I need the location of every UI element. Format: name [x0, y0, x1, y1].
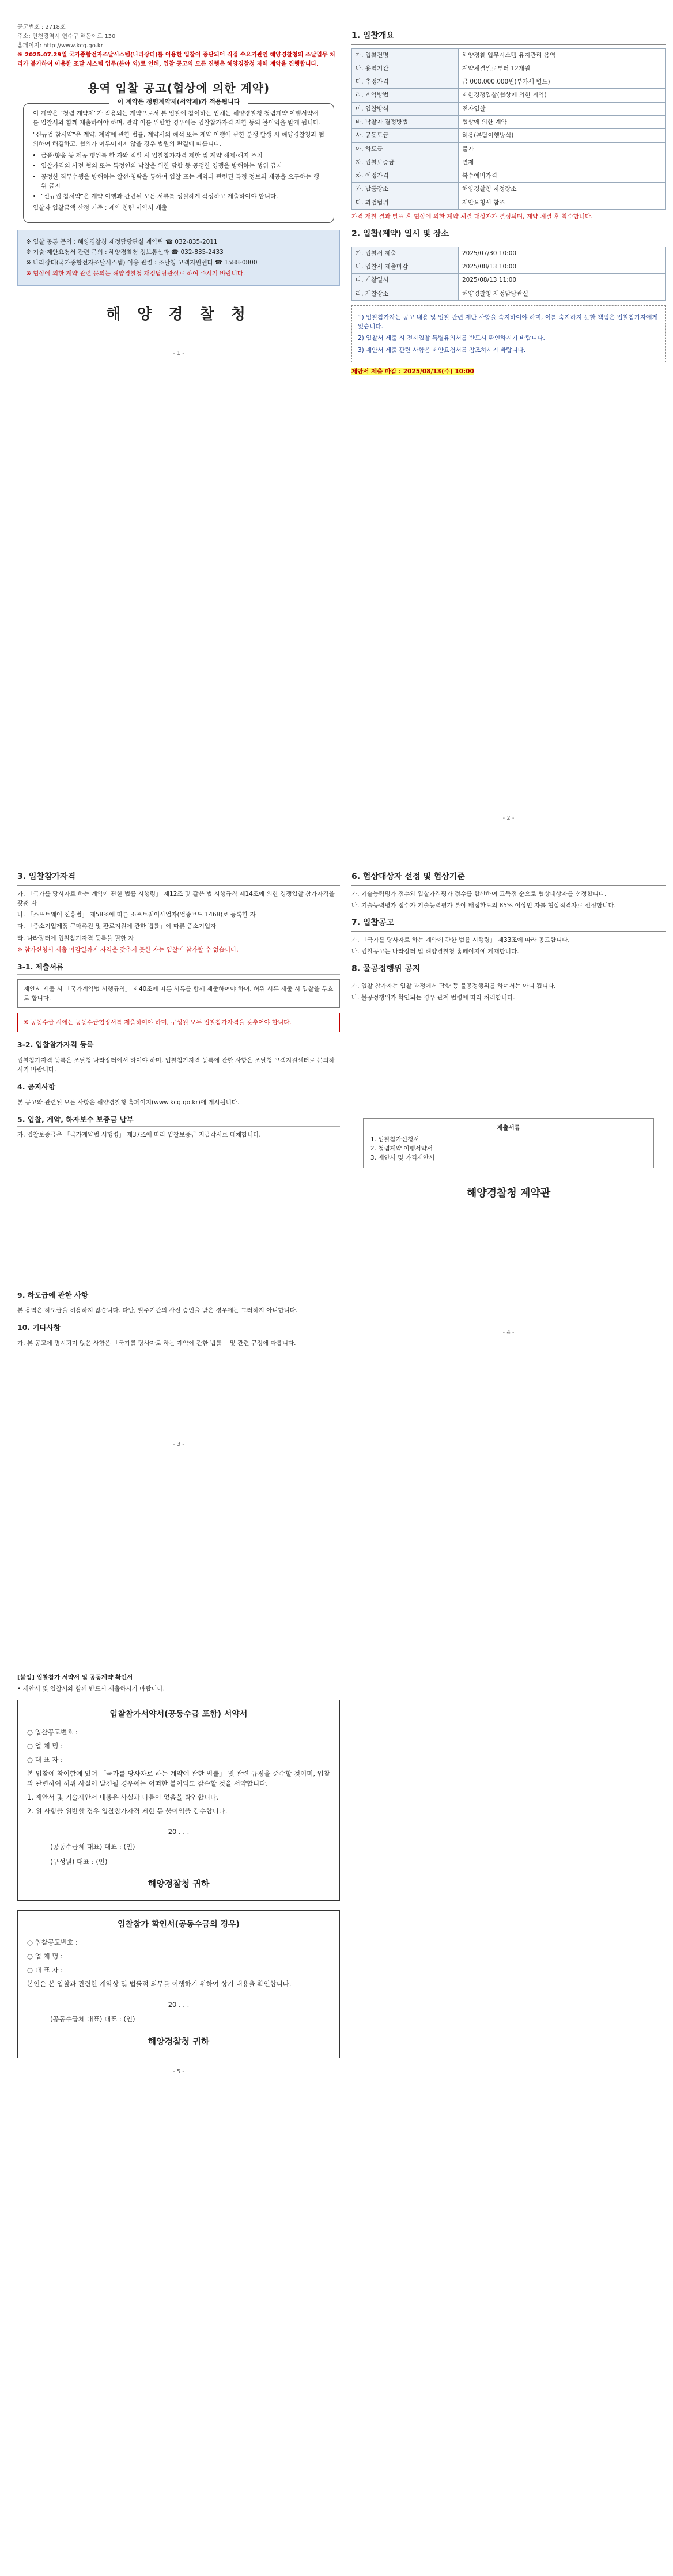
row-value: 허용(분담이행방식) — [458, 129, 665, 142]
form-date: 20 . . . — [168, 1827, 190, 1836]
form-date: 20 . . . — [168, 2000, 190, 2009]
page-number: - 2 - — [502, 815, 515, 822]
schedule-table — [351, 247, 666, 301]
section-5-title: 5. 입찰, 계약, 하자보수 보증금 납부 — [17, 1114, 340, 1127]
announcement-item: 나. 입찰공고는 나라장터 및 해양경찰청 홈페이지에 게재합니다. — [351, 948, 519, 956]
fairness-item: 나. 불공정행위가 확인되는 경우 관계 법령에 따라 처리합니다. — [351, 994, 515, 1002]
row-value: 복수예비가격 — [458, 169, 665, 183]
table-row — [352, 247, 666, 260]
row-value: 2025/08/13 11:00 — [458, 274, 665, 287]
row-key: 라. 개찰장소 — [352, 287, 459, 300]
page-number: - 4 - — [502, 1329, 515, 1336]
section-10-title: 10. 기타사항 — [17, 1322, 340, 1335]
row-key: 라. 계약방법 — [352, 89, 459, 102]
issuing-organization: 해 양 경 찰 청 — [106, 305, 251, 323]
form-recipient: 해양경찰청 귀하 — [148, 1878, 210, 1889]
required-document: 3. 제안서 및 가격제안서 — [370, 1154, 435, 1162]
row-key: 아. 하도급 — [352, 142, 459, 156]
table-row — [352, 169, 666, 183]
eligibility-item: 라. 나라장터에 입찰참가자격 등록을 필한 자 — [17, 934, 134, 942]
row-value: 계약체결일로부터 12개월 — [458, 62, 665, 75]
form-field: ○ 대 표 자 : — [27, 1965, 63, 1974]
row-value: 해양경찰청 지정장소 — [458, 183, 665, 196]
row-key: 다. 개찰일시 — [352, 274, 459, 287]
row-key: 카. 납품장소 — [352, 183, 459, 196]
section-6-title: 6. 협상대상자 선정 및 협상기준 — [351, 871, 666, 886]
notice-paragraph: "신규업 참서약"은 계약, 계약에 관한 법률, 계약서의 해석 또는 계약 이행에 관한 분쟁 발생 시 해양경찰청과 협의하여 해결하고, 협의가 이루어지지 않을 경우 법원의 판결에 따릅니다. — [33, 131, 324, 147]
notice-item: • "신규업 참서약"은 계약 이행과 관련된 모든 서류를 성실하게 작성하고 제출하여야 합니다. — [41, 192, 324, 201]
page-1 — [17, 23, 340, 358]
table-row — [352, 196, 666, 209]
meta-line: 홈페이지: http://www.kcg.go.kr — [17, 43, 103, 49]
selection-text: 나. 기술능력평가 점수가 기술능력평가 분야 배점한도의 85% 이상인 자를 협상적격자로 선정합니다. — [351, 901, 616, 909]
table-row — [352, 116, 666, 129]
eligibility-item: 다. 「중소기업제품 구매촉진 및 판로지원에 관한 법률」에 따른 중소기업자 — [17, 923, 217, 930]
schedule-note: 3) 제안서 제출 관련 사항은 제안요청서를 참조하시기 바랍니다. — [358, 346, 526, 354]
form-field: ○ 업 체 명 : — [27, 1952, 63, 1961]
form-body: 본인은 본 입찰과 관련한 계약상 및 법률적 의무를 이행하기 위하여 상기 내용을 확인합니다. — [27, 1979, 292, 1988]
section-3-title: 3. 입찰참가자격 — [17, 871, 340, 886]
row-value: 해양경찰 업무시스템 유지관리 용역 — [458, 48, 665, 62]
form-field: ○ 대 표 자 : — [27, 1755, 63, 1764]
integrity-notice-box — [23, 98, 334, 223]
row-value: 제한경쟁입찰(협상에 의한 계약) — [458, 89, 665, 102]
section-3-1-title: 3-1. 제출서류 — [17, 961, 340, 974]
row-key: 차. 예정가격 — [352, 169, 459, 183]
schedule-note: 1) 입찰참가자는 공고 내용 및 입찰 관련 제반 사항을 숙지하여야 하며, 이를 숙지하지 못한 책임은 입찰참가자에게 있습니다. — [358, 313, 658, 331]
confirmation-form-title: 입찰참가 확인서(공동수급의 경우) — [118, 1919, 240, 1929]
page-number: - 5 - — [173, 2069, 184, 2075]
required-document: 2. 청렴계약 이행서약서 — [370, 1145, 433, 1153]
notice-heading: 이 계약은 청렴계약제(서약제)가 적용됩니다 — [109, 97, 248, 107]
eligibility-item: 가. 「국가를 당사자로 하는 계약에 관한 법률 시행령」 제12조 및 같은 법 시행규칙 제14조에 의한 경쟁입찰 참가자격을 갖춘 자 — [17, 890, 335, 907]
row-key: 마. 입찰방식 — [352, 102, 459, 115]
table-row — [352, 89, 666, 102]
row-value: 협상에 의한 계약 — [458, 116, 665, 129]
eligibility-item: 나. 「소프트웨어 진흥법」 제58조에 따른 소프트웨어사업자(업종코드 1468)로 등록한 자 — [17, 911, 256, 919]
pledge-form-title: 입찰참가서약서(공동수급 포함) 서약서 — [109, 1709, 248, 1719]
notice-tail: 입찰자 입찰금액 산정 기준 : 계약 청렴 서약서 제출 — [33, 204, 168, 212]
table-row — [352, 183, 666, 196]
meta-line: 주소: 인천광역시 연수구 해돋이로 130 — [17, 33, 116, 40]
row-value: 전자입찰 — [458, 102, 665, 115]
form-item: 2. 위 사항을 위반할 경우 입찰참가자격 제한 등 불이익을 감수합니다. — [27, 1807, 228, 1816]
meta-line: 공고번호 : 2718호 — [17, 24, 66, 31]
form-field: ○ 입찰공고번호 : — [27, 1938, 78, 1947]
section-7-title: 7. 입찰공고 — [351, 917, 666, 932]
contact-info-box — [17, 230, 340, 286]
section-1-title: 1. 입찰개요 — [351, 30, 666, 45]
row-key: 나. 입찰서 제출마감 — [352, 260, 459, 274]
table-row — [352, 62, 666, 75]
forms-header: [붙임] 입찰참가 서약서 및 공동계약 확인서 — [17, 1674, 133, 1681]
contact-line: ※ 나라장터(국가종합전자조달시스템) 이용 관련 : 조달청 고객지원센터 ☎ 1588-0800 — [26, 259, 258, 267]
page-2 — [351, 23, 666, 823]
table-row — [352, 75, 666, 89]
consortium-warning-box: ※ 공동수급 시에는 공동수급협정서를 제출하여야 하며, 구성원 모두 입찰참가자격을 갖추어야 합니다. — [17, 1013, 340, 1032]
notice-item: • 입찰가격의 사전 협의 또는 특정인의 낙찰을 위한 담합 등 공정한 경쟁을 방해하는 행위 금지 — [41, 161, 324, 171]
deposit-text: 가. 입찰보증금은 「국가계약법 시행령」 제37조에 따라 입찰보증금 지급각서로 대체합니다. — [17, 1131, 261, 1139]
meta-warning: ※ 2025.07.29일 국가종합전자조달시스템(나라장터)를 이용한 입찰이 중단되어 직접 수요기관인 해양경찰청의 조달업무 처리가 불가하여 이용한 조달 시스템 업무(분야 외)로 인해, 입찰 공고의 모든 진행은 해양경찰청 자체 계약을 진행합니다. — [17, 52, 335, 67]
section-9-title: 9. 하도급에 관한 사항 — [17, 1290, 340, 1302]
page-5 — [17, 1670, 651, 2077]
schedule-note: 2) 입찰서 제출 시 전자입찰 특별유의서를 반드시 확인하시기 바랍니다. — [358, 335, 545, 342]
table-row — [352, 142, 666, 156]
notice-item: • 공정한 직무수행을 방해하는 알선·청탁을 통하여 입찰 또는 계약과 관련된 특정 정보의 제공을 요구하는 행위 금지 — [41, 172, 324, 191]
form-field: ○ 입찰공고번호 : — [27, 1728, 78, 1737]
row-value: 면제 — [458, 156, 665, 169]
row-value: 2025/07/30 10:00 — [458, 247, 665, 260]
row-value: 해양경찰청 재정담당관실 — [458, 287, 665, 300]
table-row — [352, 274, 666, 287]
form-recipient: 해양경찰청 귀하 — [148, 2036, 210, 2047]
required-documents-title: 제출서류 — [497, 1124, 520, 1131]
documents-box: 제안서 제출 시 「국가계약법 시행규칙」 제40조에 따른 서류를 함께 제출하여야 하며, 허위 서류 제출 시 입찰을 무효로 합니다. — [17, 979, 340, 1009]
required-documents-box — [363, 1118, 654, 1168]
form-signature: (공동수급체 대표) 대표 : (인) — [50, 2015, 135, 2024]
fairness-item: 가. 입찰 참가자는 입찰 과정에서 담합 등 불공정행위를 하여서는 아니 됩니다. — [351, 983, 556, 990]
row-key: 다. 추정가격 — [352, 75, 459, 89]
row-key: 나. 용역기간 — [352, 62, 459, 75]
contact-line: ※ 입찰 공통 문의 : 해양경찰청 재정담당관실 계약팀 ☎ 032-835-2011 — [26, 238, 218, 245]
announcement-item: 가. 「국가를 당사자로 하는 계약에 관한 법률 시행령」 제33조에 따라 공고합니다. — [351, 936, 570, 944]
contact-warning: ※ 협상에 의한 계약 관련 문의는 해양경찰청 재정담당관실로 하여 주시기 바랍니다. — [26, 270, 245, 277]
table-row — [352, 48, 666, 62]
notice-meta — [17, 23, 340, 69]
page-number: - 1 - — [173, 350, 184, 357]
table-row — [352, 129, 666, 142]
form-signature: (구성원) 대표 : (인) — [50, 1857, 108, 1866]
table-row — [352, 287, 666, 300]
misc-text: 가. 본 공고에 명시되지 않은 사항은 「국가를 당사자로 하는 계약에 관한 법률」 및 관련 규정에 따릅니다. — [17, 1339, 296, 1347]
registration-text: 입찰참가자격 등록은 조달청 나라장터에서 하여야 하며, 입찰참가자격 등록에 관한 사항은 조달청 고객지원센터로 문의하시기 바랍니다. — [17, 1056, 335, 1074]
section-4-title: 4. 공지사항 — [17, 1081, 340, 1094]
notice-paragraph: 이 계약은 "청렴 계약제"가 적용되는 계약으로서 본 입찰에 참여하는 업체는 해양경찰청 청렴계약 이행서약서를 입찰서와 함께 제출하여야 하며, 만약 이를 위반할 경우에는 입찰참가자격 제한 등의 불이익을 받게 됩니다. — [33, 110, 321, 127]
row-value: 불가 — [458, 142, 665, 156]
table-row — [352, 102, 666, 115]
forms-section — [17, 1673, 340, 2077]
table-row — [352, 260, 666, 274]
selection-text: 가. 기술능력평가 점수와 입찰가격평가 점수를 합산하여 고득점 순으로 협상대상자를 선정합니다. — [351, 890, 607, 897]
section-3-2-title: 3-2. 입찰참가자격 등록 — [17, 1039, 340, 1052]
document-title: 용역 입찰 공고(협상에 의한 계약) — [87, 81, 270, 95]
contact-line: ※ 기술·제안요청서 관련 문의 : 해양경찰청 정보통신과 ☎ 032-835-2433 — [26, 248, 224, 256]
form-field: ○ 업 체 명 : — [27, 1742, 63, 1751]
row-key: 자. 입찰보증금 — [352, 156, 459, 169]
row-value: 금 000,000,000원(부가세 별도) — [458, 75, 665, 89]
row-key: 가. 입찰건명 — [352, 48, 459, 62]
form-signature: (공동수급체 대표) 대표 : (인) — [50, 1842, 135, 1851]
form-body: 본 입찰에 참여함에 있어 「국가를 당사자로 하는 계약에 관한 법률」 및 관련 규정을 준수할 것이며, 입찰과 관련하여 허위 사실이 발견될 경우에는 어떠한 불이익도 감수할 것을 서약합니다. — [27, 1769, 330, 1788]
row-value: 제안요청서 참조 — [458, 196, 665, 209]
section-8-title: 8. 물공정행위 공지 — [351, 963, 666, 978]
overview-table — [351, 48, 666, 210]
page-number: - 3 - — [173, 1441, 184, 1448]
award-note: 가격 개찰 결과 발표 후 협상에 의한 계약 체결 대상자가 결정되며, 계약 체결 후 착수합니다. — [351, 213, 593, 220]
table-row — [352, 156, 666, 169]
subcontract-text: 본 용역은 하도급을 허용하지 않습니다. 다만, 발주기관의 사전 승인을 받은 경우에는 그러하지 아니합니다. — [17, 1307, 298, 1314]
row-key: 가. 입찰서 제출 — [352, 247, 459, 260]
form-item: 1. 제안서 및 기술제안서 내용은 사실과 다름이 없음을 확인합니다. — [27, 1793, 219, 1802]
row-key: 사. 공동도급 — [352, 129, 459, 142]
row-key: 바. 낙찰자 결정방법 — [352, 116, 459, 129]
section-2-title: 2. 입찰(계약) 일시 및 장소 — [351, 228, 666, 243]
schedule-notes — [351, 305, 666, 362]
row-value: 2025/08/13 10:00 — [458, 260, 665, 274]
eligibility-warning: ※ 참가신청서 제출 마감일까지 자격을 갖추지 못한 자는 입찰에 참가할 수 없습니다. — [17, 946, 239, 954]
forms-subheader: • 제안서 및 입찰서와 함께 반드시 제출하시기 바랍니다. — [17, 1685, 165, 1693]
pledge-form — [17, 1700, 340, 1901]
required-document: 1. 입찰참가신청서 — [370, 1135, 419, 1143]
confirmation-form — [17, 1910, 340, 2059]
announcement-text: 본 공고와 관련된 모든 사항은 해양경찰청 홈페이지(www.kcg.go.kr)에 게시됩니다. — [17, 1098, 240, 1106]
page-3 — [17, 864, 340, 1449]
notice-item: • 금품·향응 등 제공 행위를 한 자와 적발 시 입찰참가자격 제한 및 계약 해제·해지 조치 — [41, 151, 324, 160]
notice-list — [33, 151, 324, 201]
page-4 — [351, 864, 666, 1337]
contract-officer-stamp: 해양경찰청 계약관 — [466, 1187, 551, 1199]
row-key: 타. 과업범위 — [352, 196, 459, 209]
deadline-highlight: 제안서 제출 마감 : 2025/08/13(수) 10:00 — [351, 368, 474, 375]
